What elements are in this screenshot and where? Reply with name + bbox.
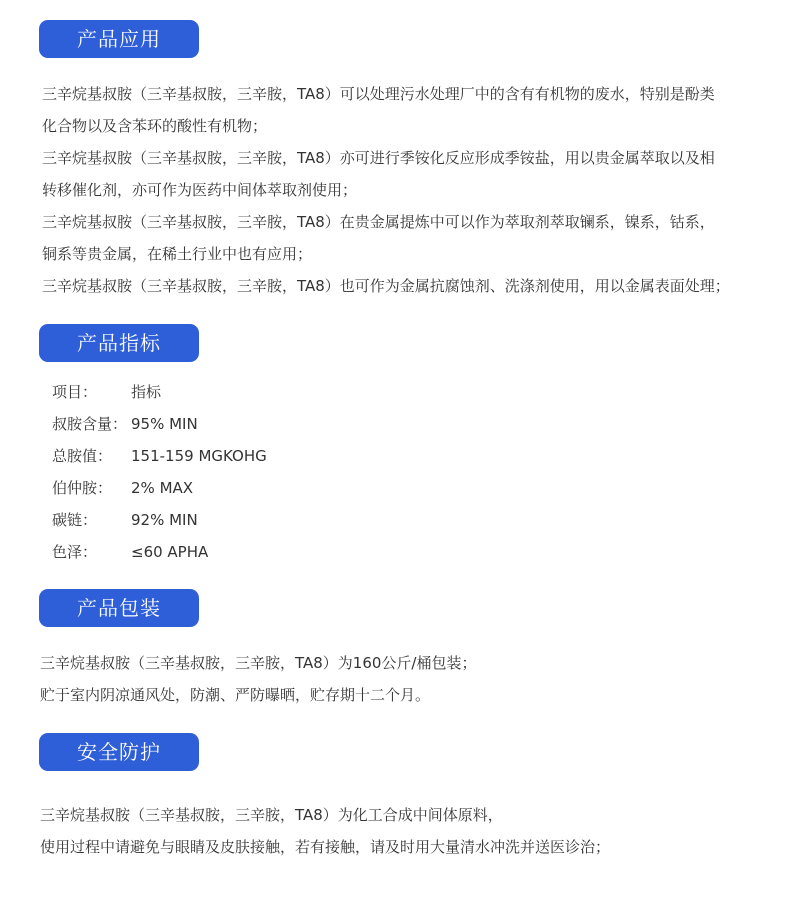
section-header-safety: 安全防护 [39,733,199,771]
application-line-5: 三辛烷基叔胺（三辛基叔胺，三辛胺，TA8）在贵金属提炼中可以作为萃取剂萃取镧系，镍系，钴系， [42,213,715,231]
application-line-1: 三辛烷基叔胺（三辛基叔胺，三辛胺，TA8）可以处理污水处理厂中的含有有机物的废水，特别是酚类 [42,85,715,103]
spec-row [52,376,161,408]
spec-label: 碳链： [52,511,98,529]
spec-value: 151-159 MGKOHG [131,447,267,465]
packaging-line-1: 三辛烷基叔胺（三辛基叔胺，三辛胺，TA8）为160公斤/桶包装； [40,654,477,672]
section-header-specs: 产品指标 [39,324,199,362]
spec-label: 伯仲胺： [52,479,113,497]
application-line-3: 三辛烷基叔胺（三辛基叔胺，三辛胺，TA8）亦可进行季铵化反应形成季铵盐，用以贵金属萃取以及相 [42,149,715,167]
application-line-2: 化合物以及含苯环的酸性有机物； [42,117,268,135]
spec-value: ≤60 APHA [131,543,209,561]
section-header-packaging: 产品包装 [39,589,199,627]
safety-line-2: 使用过程中请避免与眼睛及皮肤接触，若有接触，请及时用大量清水冲洗并送医诊治； [40,838,611,856]
spec-label: 项目： [52,383,98,401]
spec-row [52,536,208,568]
spec-row [52,408,198,440]
safety-line-1: 三辛烷基叔胺（三辛基叔胺，三辛胺，TA8）为化工合成中间体原料， [40,806,503,824]
spec-label: 叔胺含量： [52,415,128,433]
application-line-6: 铜系等贵金属，在稀土行业中也有应用； [42,245,313,263]
spec-value: 95% MIN [131,415,198,433]
spec-value: 2% MAX [131,479,194,497]
application-line-4: 转移催化剂，亦可作为医药中间体萃取剂使用； [42,181,358,199]
spec-row [52,472,193,504]
spec-value: 指标 [131,383,162,401]
section-header-application: 产品应用 [39,20,199,58]
spec-row [52,440,267,472]
spec-label: 总胺值： [52,447,113,465]
spec-value: 92% MIN [131,511,198,529]
application-line-7: 三辛烷基叔胺（三辛基叔胺，三辛胺，TA8）也可作为金属抗腐蚀剂、洗涤剂使用，用以金属表面处理； [42,277,730,295]
packaging-line-2: 贮于室内阴凉通风处，防潮、严防曝晒，贮存期十二个月。 [40,686,431,704]
spec-row [52,504,198,536]
spec-label: 色泽： [52,543,98,561]
